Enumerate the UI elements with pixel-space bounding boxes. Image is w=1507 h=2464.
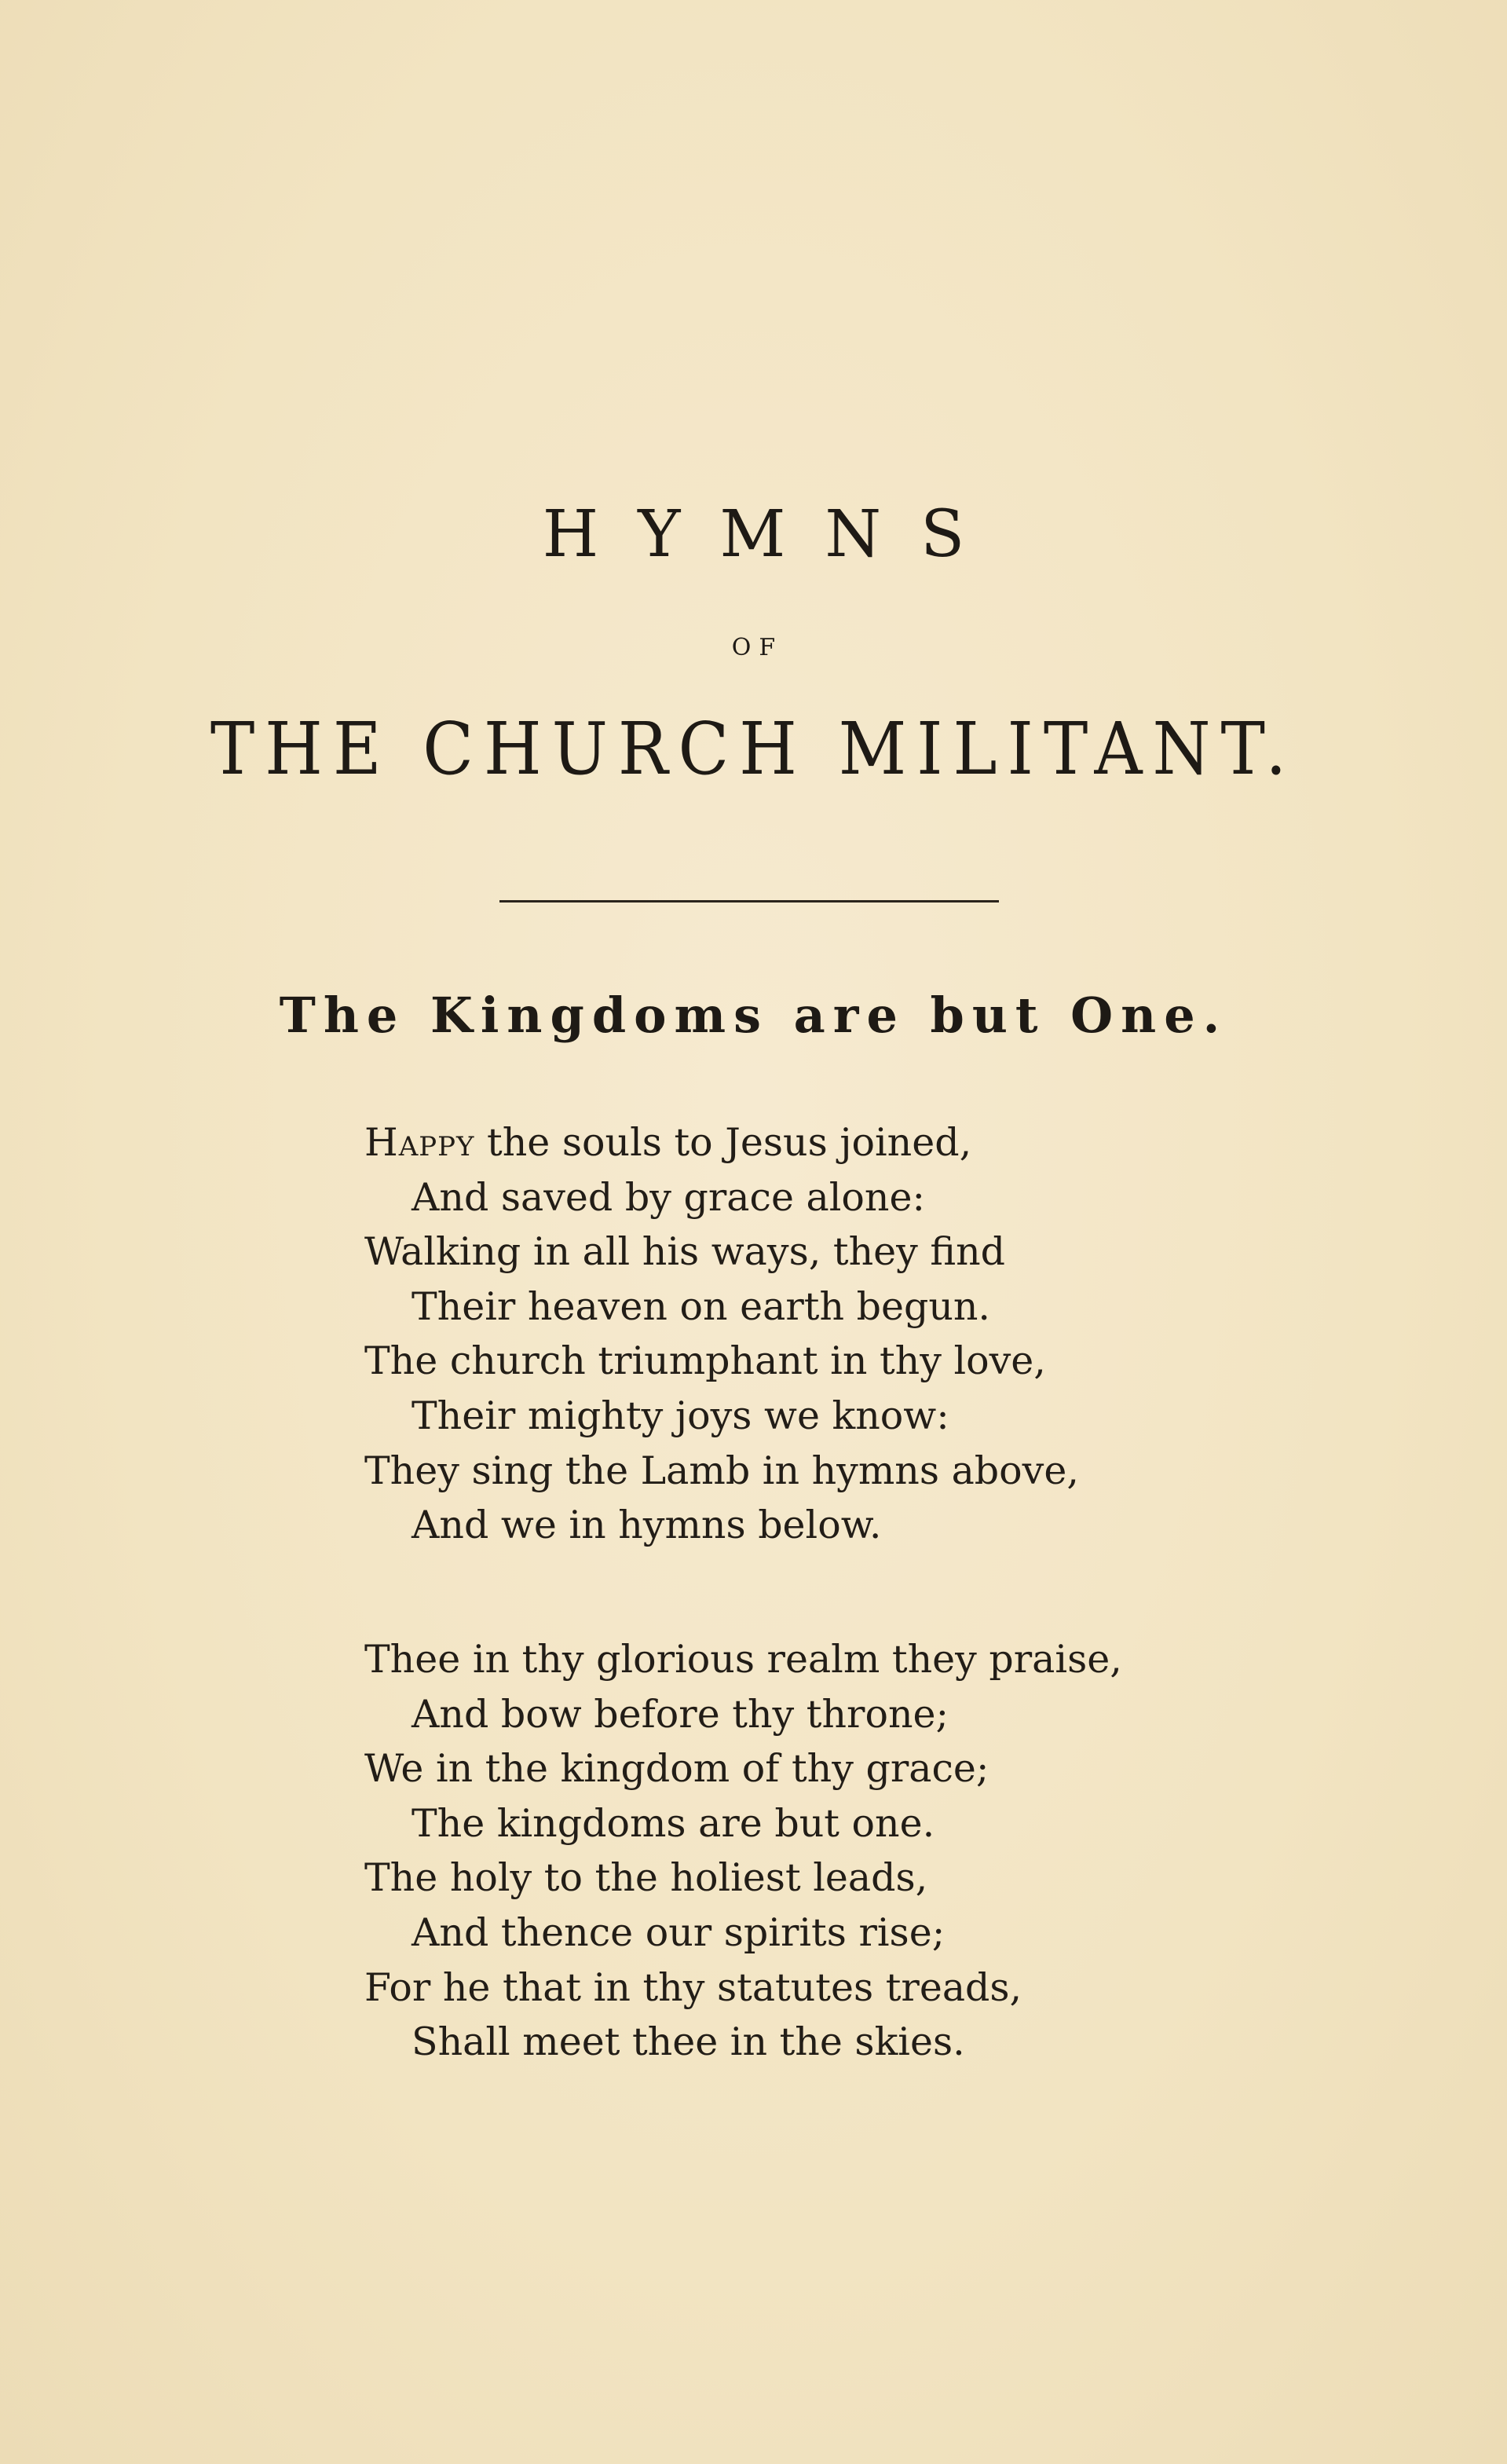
stanza-2 [364, 1632, 1150, 2070]
title-hymns: HYMNS [542, 497, 1004, 572]
verse-lead-word: Happy [364, 1120, 475, 1165]
verse-line: They sing the Lamb in hymns above, [364, 1448, 1079, 1493]
verse-line-text: the souls to Jesus joined, [474, 1120, 972, 1165]
hymn-title: The Kingdoms are but One. [279, 987, 1228, 1044]
stanza-1 [364, 1115, 1150, 1553]
title-of: OF [731, 634, 784, 661]
verse-line: The holy to the holiest leads, [364, 1855, 928, 1901]
verse-line: And thence our spirits rise; [411, 1909, 946, 1955]
verse-line: The church triumphant in thy love, [364, 1338, 1046, 1384]
verse-line: For he that in thy statutes treads, [364, 1964, 1022, 2010]
verse-line: And bow before thy throne; [411, 1691, 949, 1737]
verse-line: And we in hymns below. [411, 1503, 882, 1548]
verse-line: Their heaven on earth begun. [411, 1283, 991, 1329]
title-church-militant: THE CHURCH MILITANT. [210, 707, 1297, 791]
verse-line: We in the kingdom of thy grace; [364, 1746, 989, 1792]
verse-line: Thee in thy glorious realm they praise, [364, 1637, 1122, 1682]
title-rule [499, 900, 999, 902]
verse-line: Shall meet thee in the skies. [411, 2019, 965, 2065]
verse-line: Their mighty joys we know: [411, 1393, 949, 1438]
verse-line [364, 1115, 1150, 1170]
verse-line: The kingdoms are but one. [411, 1800, 935, 1846]
verse-line: Walking in all his ways, they find [364, 1229, 1005, 1275]
verse-line: And saved by grace alone: [411, 1174, 925, 1220]
